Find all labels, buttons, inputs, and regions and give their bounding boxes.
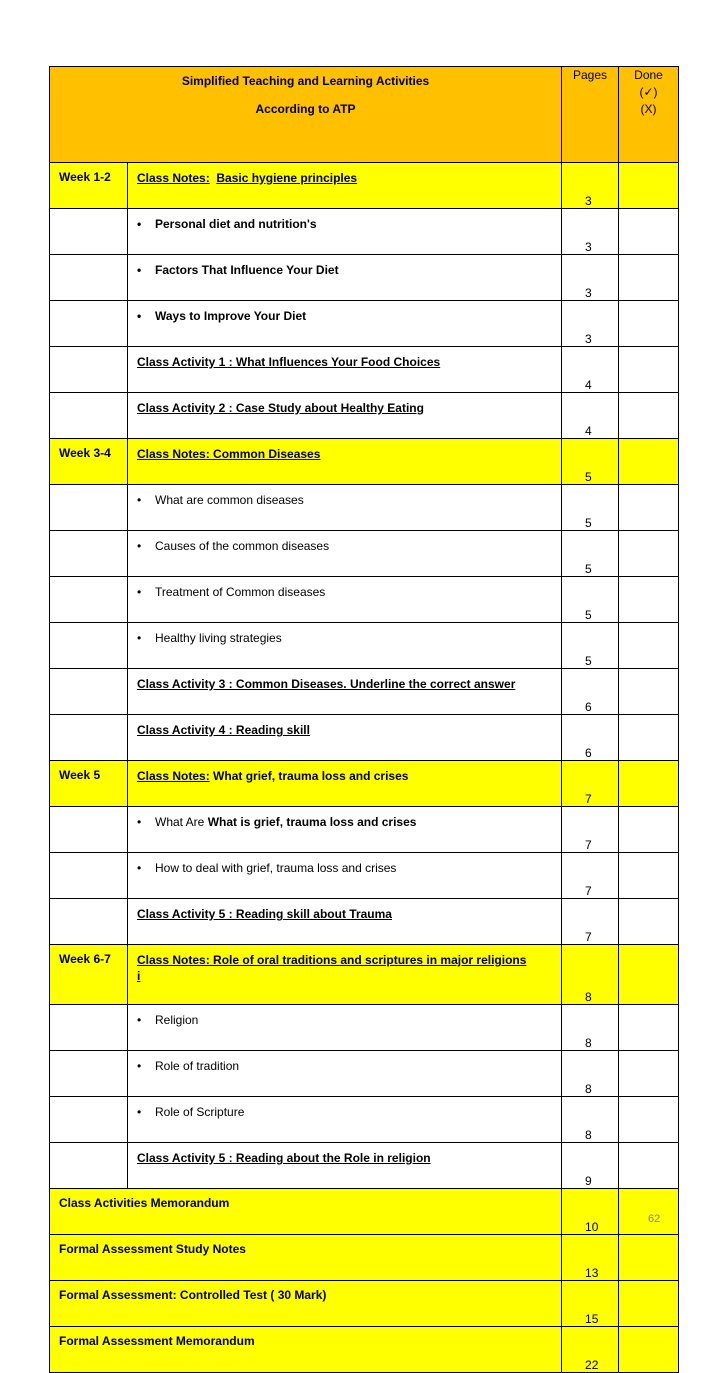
pages-cell: [562, 807, 619, 853]
bullet-icon: •: [137, 815, 142, 829]
pages-value: 5: [585, 608, 592, 622]
topic-cell: [128, 209, 562, 255]
table-row: [50, 715, 679, 761]
pages-value: 4: [585, 424, 592, 438]
topic-text: Religion: [155, 1013, 199, 1027]
done-cell[interactable]: [619, 1005, 679, 1051]
table-row: [50, 853, 679, 899]
pages-value: 8: [585, 990, 592, 1004]
week-cell: [50, 1051, 128, 1097]
week-cell: [50, 853, 128, 899]
pages-cell: [562, 1189, 619, 1235]
pages-cell: [562, 945, 619, 1005]
table-row: [50, 1281, 679, 1327]
done-cell[interactable]: [619, 853, 679, 899]
pages-cell: [562, 393, 619, 439]
topic-cell: [128, 715, 562, 761]
table-row: [50, 669, 679, 715]
week-cell: [50, 209, 128, 255]
pages-cell: [562, 485, 619, 531]
pages-value: 6: [585, 700, 592, 714]
pages-cell: [562, 301, 619, 347]
table-row: [50, 1189, 679, 1235]
done-cell[interactable]: [619, 1051, 679, 1097]
topic-text: Healthy living strategies: [155, 631, 282, 645]
topic-cell: Class Activities Memorandum: [50, 1189, 562, 1235]
pages-cell: [562, 899, 619, 945]
topic-text: Ways to Improve Your Diet: [155, 309, 307, 323]
topic-cell: [128, 531, 562, 577]
topic-text: How to deal with grief, trauma loss and crises: [155, 861, 397, 875]
pages-cell: [562, 1281, 619, 1327]
done-cell[interactable]: [619, 623, 679, 669]
done-label: Done: [634, 68, 663, 82]
bullet-icon: •: [137, 1059, 142, 1073]
week-cell: [50, 577, 128, 623]
table-row: [50, 393, 679, 439]
done-cell[interactable]: [619, 1097, 679, 1143]
pages-cell: [562, 209, 619, 255]
week-label: Week 1-2: [50, 163, 128, 209]
done-cell[interactable]: [619, 577, 679, 623]
week-cell: [50, 393, 128, 439]
pages-cell: [562, 761, 619, 807]
pages-cell: [562, 1005, 619, 1051]
topic-cell: [128, 853, 562, 899]
topic-cell: Formal Assessment Memorandum: [50, 1327, 562, 1373]
title-line-1: Simplified Teaching and Learning Activities: [181, 74, 430, 88]
pages-cell: [562, 531, 619, 577]
bullet-icon: •: [137, 263, 142, 277]
topic-cell: [128, 1005, 562, 1051]
pages-cell: [562, 1143, 619, 1189]
week-cell: [50, 531, 128, 577]
done-cell[interactable]: [619, 1327, 679, 1373]
week-cell: [50, 1097, 128, 1143]
pages-value: 4: [585, 378, 592, 392]
topic-cell: [128, 945, 562, 1005]
done-cell[interactable]: [619, 945, 679, 1005]
done-cell[interactable]: [619, 1189, 679, 1235]
done-cell[interactable]: [619, 163, 679, 209]
done-cell[interactable]: [619, 761, 679, 807]
pages-cell: [562, 163, 619, 209]
table-row: [50, 1235, 679, 1281]
pages-value: 13: [585, 1266, 599, 1280]
pages-value: 3: [585, 286, 592, 300]
topic-cell: [128, 899, 562, 945]
topic-cell: [128, 1051, 562, 1097]
topic-text: Class Activity 3 : Common Diseases. Underline the correct answer: [137, 677, 516, 691]
topic-cell: [128, 439, 562, 485]
pages-header: Pages: [562, 67, 619, 163]
topic-cell: [128, 669, 562, 715]
table-row: [50, 531, 679, 577]
pages-value: 5: [585, 470, 592, 484]
table-row: [50, 439, 679, 485]
topic-cell: Formal Assessment: Controlled Test ( 30 Mark): [50, 1281, 562, 1327]
topic-text: Class Activity 2 : Case Study about Healthy Eating: [137, 401, 424, 415]
done-cell[interactable]: [619, 715, 679, 761]
topic-text: Class Activity 5 : Reading skill about Trauma: [137, 907, 392, 921]
bullet-icon: •: [137, 493, 142, 507]
activities-table: [49, 66, 679, 1373]
topic-text: Class Notes: Role of oral traditions and scriptures in major religions: [137, 953, 527, 967]
pages-cell: [562, 715, 619, 761]
topic-cell: [128, 1143, 562, 1189]
topic-text: What is grief, trauma loss and crises: [207, 815, 417, 829]
table-row: [50, 1327, 679, 1373]
pages-cell: [562, 1097, 619, 1143]
table-row: [50, 301, 679, 347]
topic-prefix: What Are: [155, 815, 205, 829]
pages-cell: [562, 1051, 619, 1097]
topic-text: Role of Scripture: [155, 1105, 245, 1119]
topic-cell: [128, 807, 562, 853]
pages-value: 3: [585, 240, 592, 254]
topic-cell: [128, 577, 562, 623]
pages-value: 5: [585, 562, 592, 576]
table-row: [50, 485, 679, 531]
bullet-icon: •: [137, 631, 142, 645]
topic-cell: [128, 393, 562, 439]
pages-cell: [562, 669, 619, 715]
pages-cell: [562, 347, 619, 393]
class-notes-prefix: Class Notes:: [137, 769, 210, 783]
done-cell[interactable]: [619, 1281, 679, 1327]
topic-text: Class Activity 5 : Reading about the Role in religion: [137, 1151, 431, 1165]
week-cell: [50, 1143, 128, 1189]
bullet-icon: •: [137, 539, 142, 553]
week-cell: [50, 623, 128, 669]
table-row: [50, 577, 679, 623]
done-cell[interactable]: [619, 255, 679, 301]
pages-cell: [562, 623, 619, 669]
done-cell[interactable]: [619, 1235, 679, 1281]
week-cell: [50, 301, 128, 347]
done-cell[interactable]: [619, 347, 679, 393]
topic-cell: [128, 255, 562, 301]
done-cell[interactable]: [619, 669, 679, 715]
pages-value: 7: [585, 838, 592, 852]
table-row: [50, 1005, 679, 1051]
title-line-2: According to ATP: [255, 102, 356, 116]
check-mark-icon: (✓): [639, 85, 658, 99]
page-number: 62: [648, 1213, 661, 1225]
topic-cell: [128, 1097, 562, 1143]
bullet-icon: •: [137, 585, 142, 599]
pages-value: 9: [585, 1174, 592, 1188]
pages-value: 3: [585, 332, 592, 346]
table-row: [50, 1143, 679, 1189]
topic-text: What are common diseases: [155, 493, 304, 507]
pages-value: 7: [585, 884, 592, 898]
week-cell: [50, 1005, 128, 1051]
bullet-icon: •: [137, 309, 142, 323]
table-row: [50, 255, 679, 301]
pages-cell: [562, 577, 619, 623]
pages-value: 8: [585, 1082, 592, 1096]
topic-cell: Formal Assessment Study Notes: [50, 1235, 562, 1281]
week-cell: [50, 807, 128, 853]
topic-text: What grief, trauma loss and crises: [213, 769, 409, 783]
bullet-icon: •: [137, 217, 142, 231]
table-title: [50, 67, 562, 163]
table-row: [50, 945, 679, 1005]
table-row: [50, 1097, 679, 1143]
done-cell[interactable]: [619, 1143, 679, 1189]
pages-value: 7: [585, 930, 592, 944]
bullet-icon: •: [137, 1013, 142, 1027]
topic-text: Basic hygiene principles: [216, 171, 358, 185]
topic-text: Class Activity 1 : What Influences Your Food Choices: [137, 355, 441, 369]
week-cell: [50, 347, 128, 393]
week-label: Week 3-4: [50, 439, 128, 485]
topic-text: Role of tradition: [155, 1059, 240, 1073]
pages-value: 22: [585, 1358, 599, 1372]
topic-cell: [128, 347, 562, 393]
topic-text: Class Activity 4 : Reading skill: [137, 723, 310, 737]
pages-value: 3: [585, 194, 592, 208]
pages-value: 8: [585, 1036, 592, 1050]
pages-cell: [562, 853, 619, 899]
topic-cell: [128, 485, 562, 531]
table-row: [50, 209, 679, 255]
topic-cell: [128, 761, 562, 807]
table-row: [50, 163, 679, 209]
week-cell: [50, 899, 128, 945]
class-notes-prefix: Class Notes:: [137, 171, 210, 185]
week-cell: [50, 255, 128, 301]
topic-cell: [128, 623, 562, 669]
pages-value: 15: [585, 1312, 599, 1326]
week-cell: [50, 669, 128, 715]
week-cell: [50, 715, 128, 761]
week-label: Week 6-7: [50, 945, 128, 1005]
pages-value: 5: [585, 516, 592, 530]
bullet-icon: •: [137, 1105, 142, 1119]
pages-cell: [562, 1327, 619, 1373]
done-header: [619, 67, 679, 163]
pages-value: 6: [585, 746, 592, 760]
topic-text: Personal diet and nutrition's: [155, 217, 317, 231]
done-cell[interactable]: [619, 301, 679, 347]
week-label: Week 5: [50, 761, 128, 807]
topic-text: Treatment of Common diseases: [155, 585, 326, 599]
table-row: [50, 807, 679, 853]
pages-value: 10: [585, 1220, 599, 1234]
topic-text: Class Notes: Common Diseases: [137, 447, 321, 461]
bullet-icon: •: [137, 861, 142, 875]
topic-cell: [128, 301, 562, 347]
pages-cell: [562, 1235, 619, 1281]
x-mark-icon: (X): [640, 102, 657, 116]
topic-cell: [128, 163, 562, 209]
pages-cell: [562, 439, 619, 485]
done-cell[interactable]: [619, 531, 679, 577]
pages-value: 8: [585, 1128, 592, 1142]
topic-text: Causes of the common diseases: [155, 539, 330, 553]
done-cell[interactable]: [619, 485, 679, 531]
topic-text: Factors That Influence Your Diet: [155, 263, 339, 277]
done-cell[interactable]: [619, 439, 679, 485]
done-cell[interactable]: [619, 807, 679, 853]
table-row: [50, 1051, 679, 1097]
done-cell[interactable]: [619, 393, 679, 439]
done-cell[interactable]: [619, 899, 679, 945]
done-cell[interactable]: [619, 209, 679, 255]
topic-text-continued: i: [137, 969, 141, 983]
pages-value: 7: [585, 792, 592, 806]
week-cell: [50, 485, 128, 531]
pages-cell: [562, 255, 619, 301]
pages-value: 5: [585, 654, 592, 668]
table-row: [50, 623, 679, 669]
table-row: [50, 899, 679, 945]
table-header: [50, 67, 679, 163]
table-row: [50, 761, 679, 807]
table-row: [50, 347, 679, 393]
